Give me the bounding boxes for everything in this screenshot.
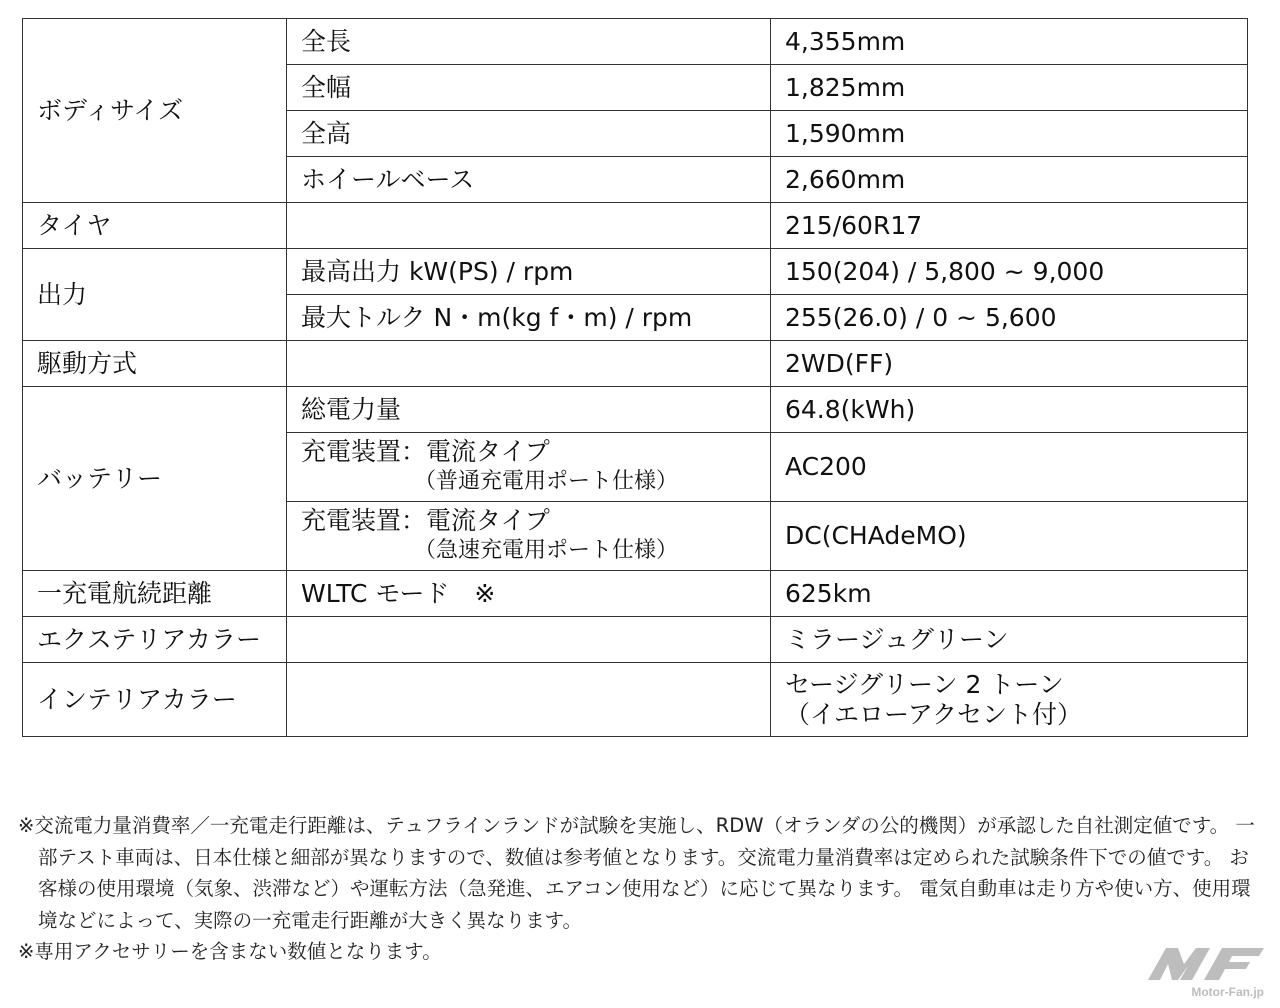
table-row xyxy=(23,249,1248,295)
category-cell: ボディサイズ xyxy=(23,19,287,203)
item-sub-text: （急速充電用ポート仕様） xyxy=(414,538,679,563)
table-row xyxy=(23,571,1248,617)
item-cell: ホイールベース xyxy=(287,157,771,203)
item-sub-text: （普通充電用ポート仕様） xyxy=(414,469,679,494)
category-cell: エクステリアカラー xyxy=(23,617,287,663)
item-cell: WLTC モード ※ xyxy=(287,571,771,617)
value-cell: DC(CHAdeMO) xyxy=(771,502,1248,571)
item-cell xyxy=(287,203,771,249)
motorfan-site-text: Motor-Fan.jp xyxy=(1191,985,1264,999)
motorfan-logo xyxy=(1140,938,1270,1000)
item-main-text: 充電装置：電流タイプ xyxy=(301,437,550,466)
value-cell: 2WD(FF) xyxy=(771,341,1248,387)
item-cell: 最大トルク N・m(kg f・m) / rpm xyxy=(287,295,771,341)
item-cell xyxy=(287,341,771,387)
motorfan-logo-mark xyxy=(1140,938,1270,1000)
value-cell: 4,355mm xyxy=(771,19,1248,65)
category-cell: バッテリー xyxy=(23,387,287,571)
table-row xyxy=(23,341,1248,387)
value-cell: 150(204) / 5,800 ~ 9,000 xyxy=(771,249,1248,295)
value-line-1: セージグリーン 2 トーン xyxy=(785,669,1064,699)
category-cell: 駆動方式 xyxy=(23,341,287,387)
item-main-text: 充電装置：電流タイプ xyxy=(301,506,550,535)
footnotes xyxy=(18,810,1258,968)
value-cell: AC200 xyxy=(771,433,1248,502)
value-cell: 215/60R17 xyxy=(771,203,1248,249)
value-cell: 1,590mm xyxy=(771,111,1248,157)
table-row xyxy=(23,387,1248,433)
value-cell xyxy=(771,663,1248,737)
item-cell xyxy=(287,433,771,502)
item-cell: 全高 xyxy=(287,111,771,157)
spec-table xyxy=(22,18,1248,737)
item-cell: 全長 xyxy=(287,19,771,65)
table-row xyxy=(23,203,1248,249)
table-row xyxy=(23,617,1248,663)
footnote-2: ※専用アクセサリーを含まない数値となります。 xyxy=(18,940,442,963)
table-row xyxy=(23,19,1248,65)
value-cell: 1,825mm xyxy=(771,65,1248,111)
value-cell: 2,660mm xyxy=(771,157,1248,203)
item-cell xyxy=(287,617,771,663)
item-cell: 全幅 xyxy=(287,65,771,111)
item-cell xyxy=(287,663,771,737)
value-line-2: （イエローアクセント付） xyxy=(785,699,1083,729)
value-cell: ミラージュグリーン xyxy=(771,617,1248,663)
table-row xyxy=(23,663,1248,737)
category-cell: タイヤ xyxy=(23,203,287,249)
value-cell: 255(26.0) / 0 ~ 5,600 xyxy=(771,295,1248,341)
item-cell: 総電力量 xyxy=(287,387,771,433)
category-cell: 出力 xyxy=(23,249,287,341)
value-cell: 64.8(kWh) xyxy=(771,387,1248,433)
footnote-1: ※交流電力量消費率／一充電走行距離は、テュフラインランドが試験を実施し、RDW（オランダの公的機関）が承認した自社測定値です。 一部テスト車両は、日本仕様と細部が異なりますので、数値は参考値となります。交流電力量消費率は定められた試験条件下での値です。 お客様の使用環境（気象、渋滞など）や運転方法（急発進、エアコン使用など）に応じて異なります。 電気自動車は走り方や使い方、使用環境などによって、実際の一充電走行距離が大きく異なります。 xyxy=(18,814,1255,932)
item-cell: 最高出力 kW(PS) / rpm xyxy=(287,249,771,295)
category-cell: 一充電航続距離 xyxy=(23,571,287,617)
item-cell xyxy=(287,502,771,571)
category-cell: インテリアカラー xyxy=(23,663,287,737)
value-cell: 625km xyxy=(771,571,1248,617)
